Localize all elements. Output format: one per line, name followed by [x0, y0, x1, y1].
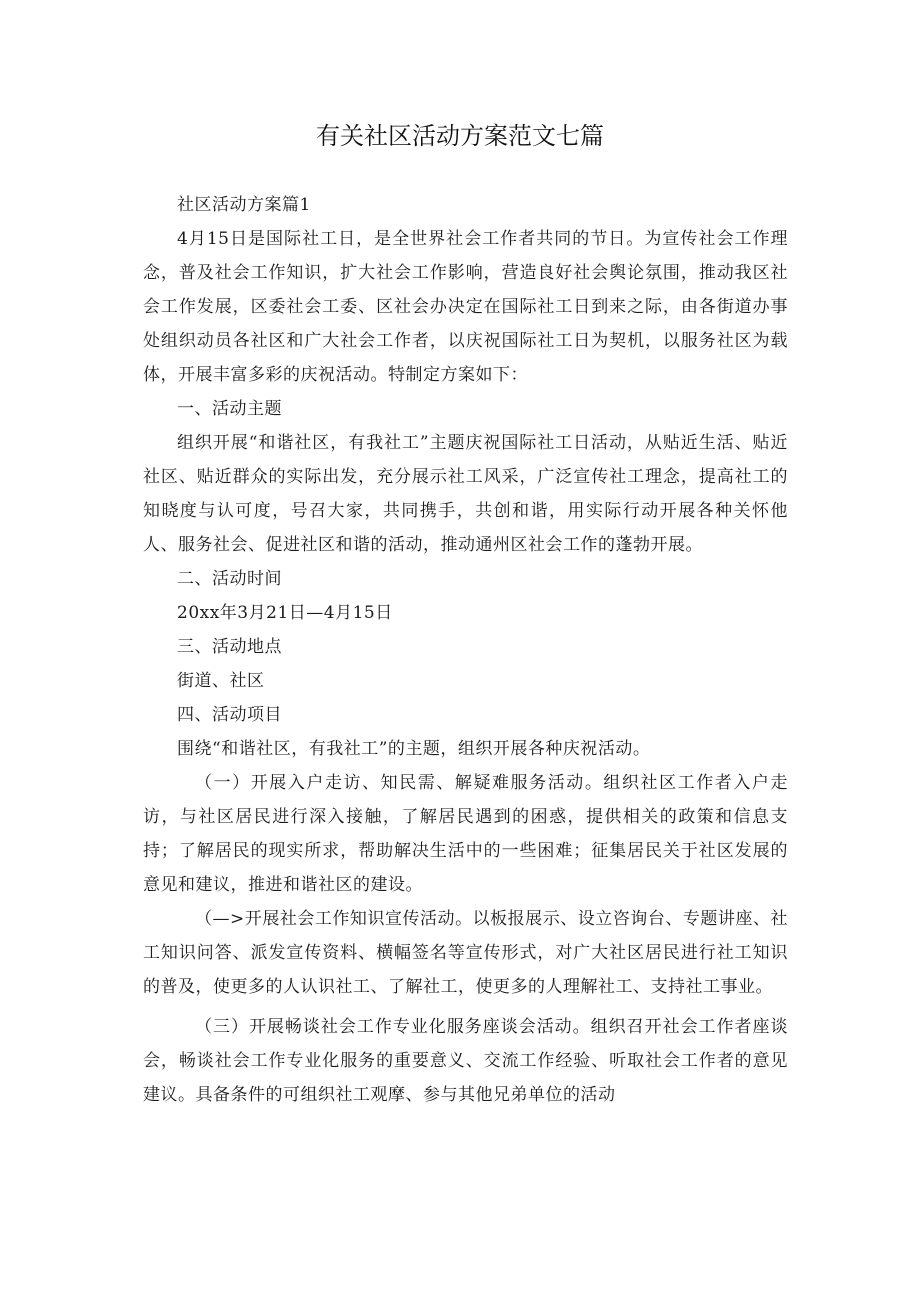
section-heading: 一、活动主题 — [177, 399, 282, 419]
section-heading: 四、活动项目 — [177, 705, 282, 725]
section-heading: 三、活动地点 — [177, 637, 282, 657]
document-title: 有关社区活动方案范文七篇 — [316, 122, 604, 150]
paragraph: 组织开展“和谐社区，有我社工”主题庆祝国际社工日活动，从贴近生活、贴近社区、贴近群众的实际出发，充分展示社工风采，广泛宣传社工理念，提高社工的知晓度与认可度，号召大家，共同携手，共创和谐，用实际行动开展各种关怀他人、服务社会、促进社区和谐的活动，推动通州区社会工作的蓬勃开展。 — [143, 433, 788, 555]
paragraph: 4月15日是国际社工日，是全世界社会工作者共同的节日。为宣传社会工作理念，普及社会工作知识，扩大社会工作影响，营造良好社会舆论氛围，推动我区社会工作发展，区委社会工委、区社会办决定在国际社工日到来之际，由各街道办事处组织动员各社区和广大社会工作者，以庆祝国际社工日为契机，以服务社区为载体，开展丰富多彩的庆祝活动。特制定方案如下： — [143, 229, 788, 385]
paragraph: （三）开展畅谈社会工作专业化服务座谈会活动。组织召开社会工作者座谈会，畅谈社会工作专业化服务的重要意义、交流工作经验、听取社会工作者的意见建议。具备条件的可组织社工观摩、参与其他兄弟单位的活动 — [143, 1017, 788, 1105]
paragraph: （—>开展社会工作知识宣传活动。以板报展示、设立咨询台、专题讲座、社工知识问答、派发宣传资料、横幅签名等宣传形式，对广大社区居民进行社工知识的普及，使更多的人认识社工、了解社工，使更多的人理解社工、支持社工事业。 — [143, 909, 788, 997]
document-body — [143, 188, 788, 1112]
paragraph: 20xx年3月21日—4月15日 — [177, 603, 393, 623]
paragraph: 围绕“和谐社区，有我社工”的主题，组织开展各种庆祝活动。 — [177, 739, 651, 759]
section-heading: 社区活动方案篇1 — [177, 195, 311, 215]
paragraph: （一）开展入户走访、知民需、解疑难服务活动。组织社区工作者入户走访，与社区居民进行深入接触，了解居民遇到的困惑，提供相关的政策和信息支持；了解居民的现实所求，帮助解决生活中的一些困难；征集居民关于社区发展的意见和建议，推进和谐社区的建设。 — [143, 773, 788, 895]
paragraph: 街道、社区 — [177, 671, 265, 691]
section-heading: 二、活动时间 — [177, 569, 282, 589]
